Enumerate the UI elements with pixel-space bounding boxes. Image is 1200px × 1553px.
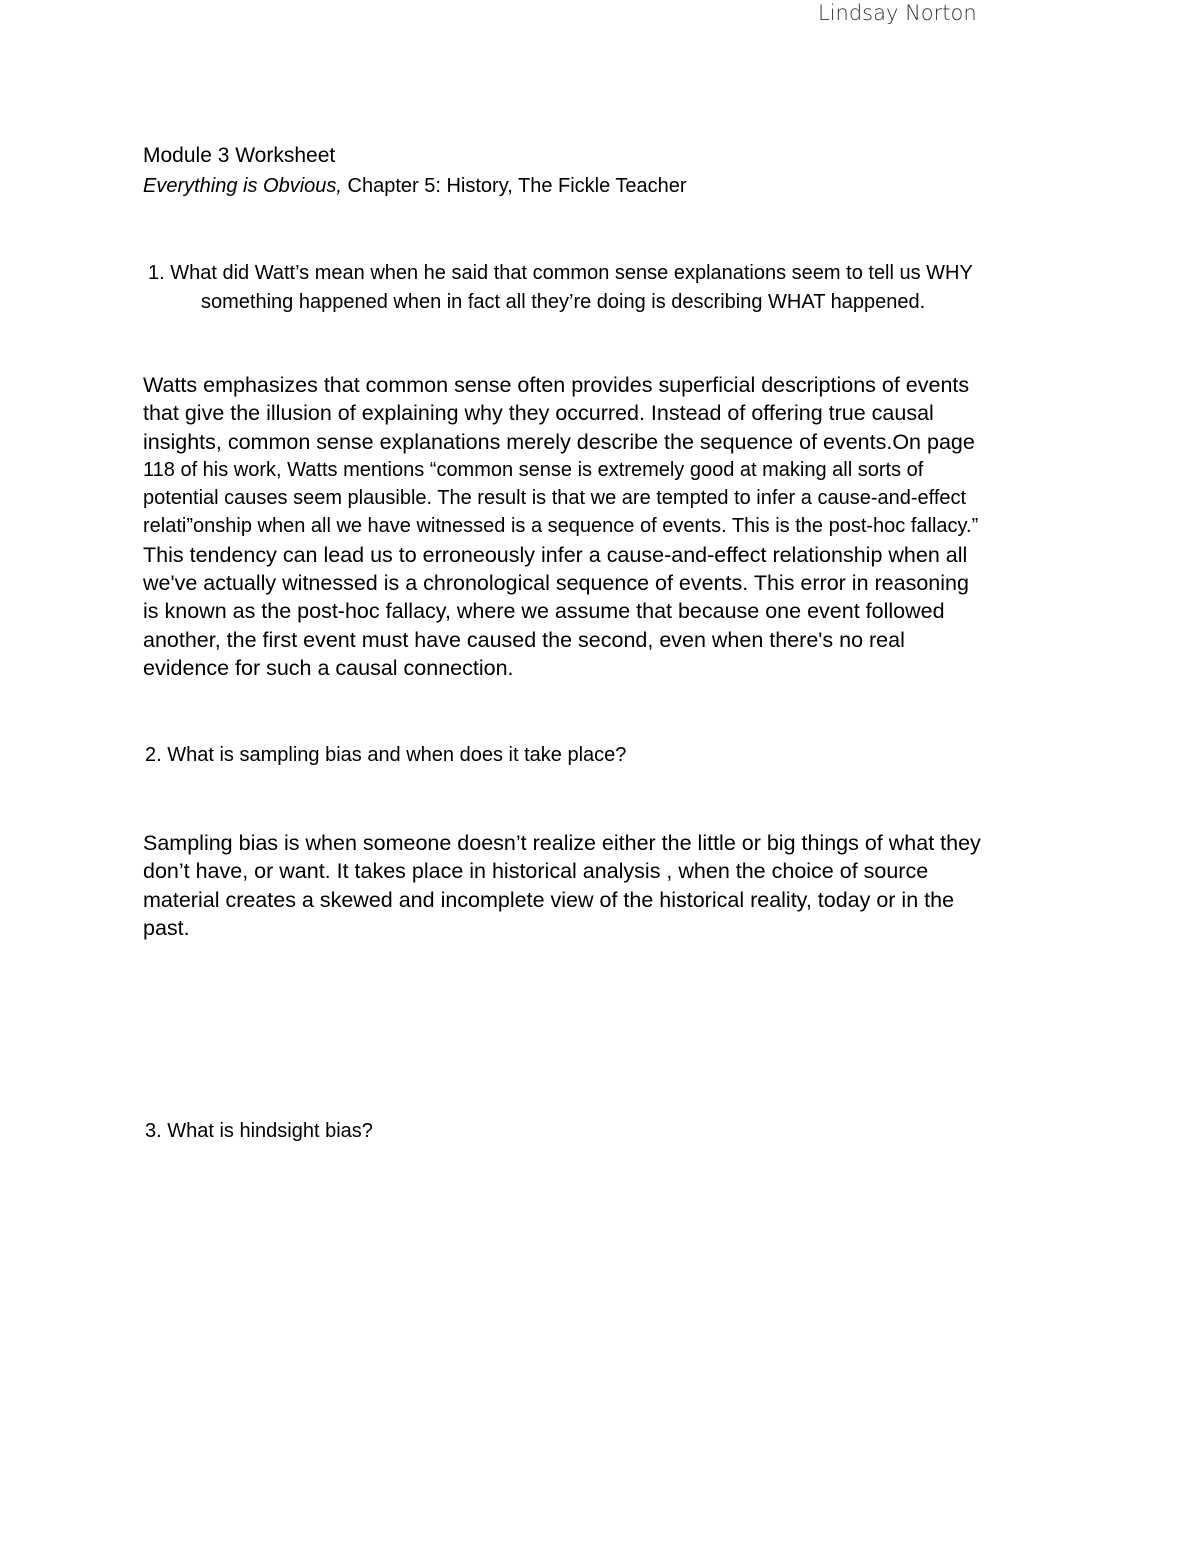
answer-1-line: Watts emphasizes that common sense often provides superficial descriptions of events [143, 373, 970, 397]
answer-2 [143, 829, 1083, 942]
question-1-line-2: something happened when in fact all they’re doing is describing WHAT happened. [201, 291, 926, 313]
question-1-line-1: 1. What did Watt’s mean when he said that common sense explanations seem to tell us WHY [148, 262, 973, 284]
answer-2-line: past. [143, 915, 190, 940]
answer-1-line: another, the first event must have caused the second, even when there's no real [143, 627, 905, 652]
answer-1-line: potential causes seem plausible. The result is that we are tempted to infer a cause-and-effect [143, 487, 967, 510]
question-1 [148, 259, 1048, 317]
answer-1-line: evidence for such a causal connection. [143, 655, 514, 680]
question-2: 2. What is sampling bias and when does it take place? [145, 744, 627, 766]
answer-1 [143, 371, 1083, 682]
answer-2-line: don’t have, or want. It takes place in historical analysis , when the choice of source [143, 859, 929, 884]
answer-2-line: Sampling bias is when someone doesn’t realize either the little or big things of what they [143, 831, 981, 855]
chapter-title: Chapter 5: History, The Fickle Teacher [341, 175, 687, 197]
answer-1-line: insights, common sense explanations merely describe the sequence of events.On page [143, 429, 975, 454]
answer-1-line: relati”onship when all we have witnessed is a sequence of events. This is the post-hoc fallacy.” [143, 515, 979, 538]
answer-1-line: This tendency can lead us to erroneously infer a cause-and-effect relationship when all [143, 542, 968, 567]
question-3: 3. What is hindsight bias? [145, 1120, 373, 1142]
author-name: Lindsay Norton [818, 1, 977, 25]
answer-1-line: we've actually witnessed is a chronological sequence of events. This error in reasoning [143, 571, 969, 596]
answer-1-line: that give the illusion of explaining why they occurred. Instead of offering true causal [143, 401, 934, 426]
answer-1-line: is known as the post-hoc fallacy, where we assume that because one event followed [143, 599, 945, 624]
answer-1-line: 118 of his work, Watts mentions “common sense is extremely good at making all sorts of [143, 458, 924, 481]
answer-2-line: material creates a skewed and incomplete view of the historical reality, today or in the [143, 887, 955, 912]
book-title: Everything is Obvious, [143, 175, 342, 197]
worksheet-subtitle [143, 173, 687, 199]
worksheet-title: Module 3 Worksheet [143, 144, 336, 167]
